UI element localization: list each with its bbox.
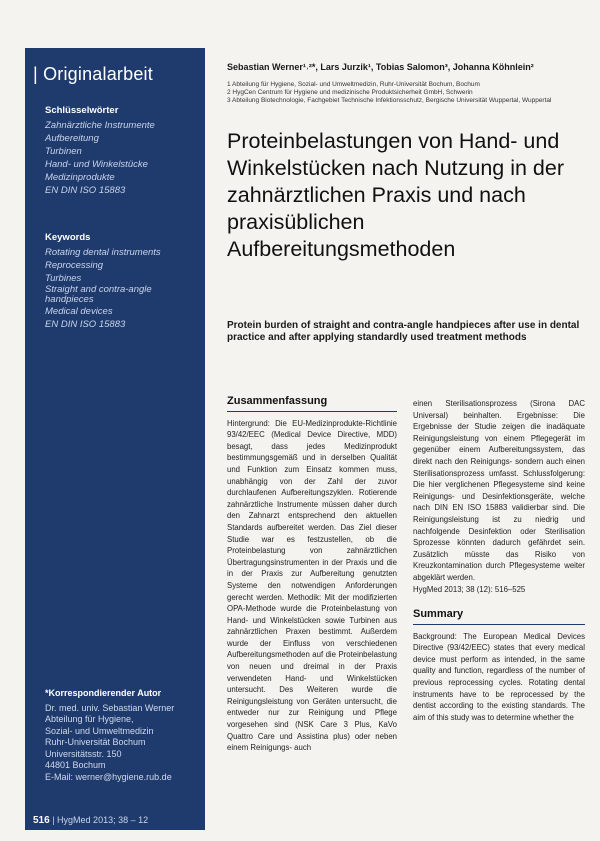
journal-reference: HygMed 2013; 38 – 12 — [57, 815, 149, 825]
zusammenfassung-heading: Zusammenfassung — [227, 396, 397, 412]
keyword-item: Medizinprodukte — [45, 172, 115, 183]
section-title: | Originalarbeit — [33, 64, 153, 84]
keyword-item: EN DIN ISO 15883 — [45, 185, 126, 196]
zusammenfassung-text: Hintergrund: Die EU-Medizinprodukte-Richtlinie 93/42/EEC (Medical Device Directive, MDD) besagt, dass jedes Medizinprodukt bestimmungsgemäß und in derselben Qualität und Funktion zum Einsatz kommen muss, unabhängig von der Zahl der zuvor durchlaufenen Aufbereitungszyklen. Rotierende zahnärztliche Instrumente müssen daher durch den Zahnarzt entsprechend den aktuellen Standards aufbereitet werden. Das Ziel dieser Studie war es festzustellen, ob die Proteinbelastung von zahnärztlichen Übertragungsinstrumenten in der Praxis und die in der Praxis zur Aufbereitung genutzten Systeme den notwendigen Anforderungen gerecht werden. Methodik: Mit der modifizierten OPA-Methode wurde die Proteinbelastung von Hand- und Winkelstücken sowie Turbinen aus zahnärztlichen Praxen bestimmt. Außerdem wurde der Einfluss von verschiedenen Aufbereitungsmethoden auf die Proteinbelastung von neuen und dreimal in der Praxis verwendeten Hand- und Winkelstücken untersucht. Des Weiteren wurde die Reinigungsleistung von Geräten untersucht, die entweder nur zur Reinigung und Pflege vorgesehen sind (NSK Care 3 Plus, KaVo Quattro Care und Assistina plus) oder neben einem Reinigungs- auch — [227, 418, 397, 753]
authors: Sebastian Werner¹˒²*, Lars Jurzik¹, Tobias Salomon³, Johanna Köhnlein² — [227, 62, 534, 72]
keyword-item: Turbinen — [45, 146, 82, 157]
keyword-item: Hand- und Winkelstücke — [45, 159, 148, 170]
corresponding-email[interactable]: E-Mail: werner@hygiene.rub.de — [45, 771, 172, 782]
abstract-right-column — [413, 398, 585, 723]
keyword-item: Medical devices — [45, 306, 113, 317]
corresponding-line: Universitätsstr. 150 — [45, 748, 122, 759]
affiliation: 3 Abteilung Biotechnologie, Fachgebiet Technische Infektionsschutz, Bergische Universität Wuppertal, Wuppertal — [227, 97, 552, 104]
corresponding-line: Ruhr-Universität Bochum — [45, 737, 146, 747]
summary-text: Background: The European Medical Devices Directive (93/42/EEC) states that every medical device must perform as intended, in the same quality and function, regardless of the number of previous reprocessing cycles. Rotating dental instruments have to be reprocessed by the dentist according to the existing standards. The aim of this study was to determine whether the — [413, 631, 585, 722]
page-number: 516 — [33, 815, 50, 826]
corresponding-line: Sozial- und Umweltmedizin — [45, 725, 154, 736]
affiliation: 2 HygCen Centrum für Hygiene und medizinische Produktsicherheit GmbH, Schwerin — [227, 89, 473, 96]
corresponding-line: Dr. med. univ. Sebastian Werner — [45, 702, 175, 713]
keyword-item: Rotating dental instruments — [45, 247, 161, 258]
keyword-item: Reprocessing — [45, 260, 104, 271]
keyword-item: Turbines — [45, 273, 82, 284]
keywords-english — [45, 231, 185, 331]
keyword-item: Straight and contra-angle handpieces — [45, 284, 152, 305]
keyword-item: Zahnärztliche Instrumente — [45, 120, 155, 131]
summary-heading: Summary — [413, 609, 585, 625]
keyword-item: EN DIN ISO 15883 — [45, 319, 126, 330]
keywords-english-heading: Keywords — [45, 232, 91, 243]
keywords-german-heading: Schlüsselwörter — [45, 105, 119, 116]
article-title: Proteinbelastungen von Hand- und Winkelstücken nach Nutzung in der zahnärztlichen Praxis und nach praxisüblichen Aufbereitungsmethoden — [227, 129, 565, 261]
abstract-left-column — [227, 396, 397, 754]
keywords-german — [45, 104, 155, 197]
sidebar — [25, 48, 205, 830]
article-subtitle: Protein burden of straight and contra-angle handpieces after use in dental practice and after applying standardly used treatment methods — [227, 320, 580, 343]
corresponding-author — [45, 688, 174, 783]
zusammenfassung-continued: einen Sterilisationsprozess (Sirona DAC Universal) beinhalten. Ergebnisse: Die Ergebnisse der Studie zeigen die inadäquate Reinigungsleistung von einem Pflegegerät im gegenüber einem Aufbereitungssystem, das direkt nach den Reinigungs- sondern auch einen Sterilisationsprozess umfasst. Schlussfolgerung: Die hier verglichenen Pflegesysteme sind keine Reinigungs- und Desinfektionsgeräte, welche nach DIN EN ISO 15883 validierbar sind. Die Reinigungsleistung ist zu niedrig und nachfolgende Desinfektion oder Sterilisation Sprozesse könnten dadurch gefährdet sein. Zusätzlich müsste das Risiko von Kreuzkontamination durch Pflegesysteme weiter abgeklärt werden. — [413, 399, 585, 582]
corresponding-line: Abteilung für Hygiene, — [45, 714, 134, 724]
affiliation: 1 Abteilung für Hygiene, Sozial- und Umweltmedizin, Ruhr-Universität Bochum, Bochum — [227, 81, 480, 88]
keyword-item: Aufbereitung — [45, 133, 99, 144]
citation: HygMed 2013; 38 (12): 516–525 — [413, 584, 526, 594]
page-footer: 516 | HygMed 2013; 38 – 12 — [33, 815, 149, 826]
corresponding-author-heading: *Korrespondierender Autor — [45, 688, 162, 698]
affiliations — [227, 81, 577, 105]
corresponding-line: 44801 Bochum — [45, 760, 106, 770]
